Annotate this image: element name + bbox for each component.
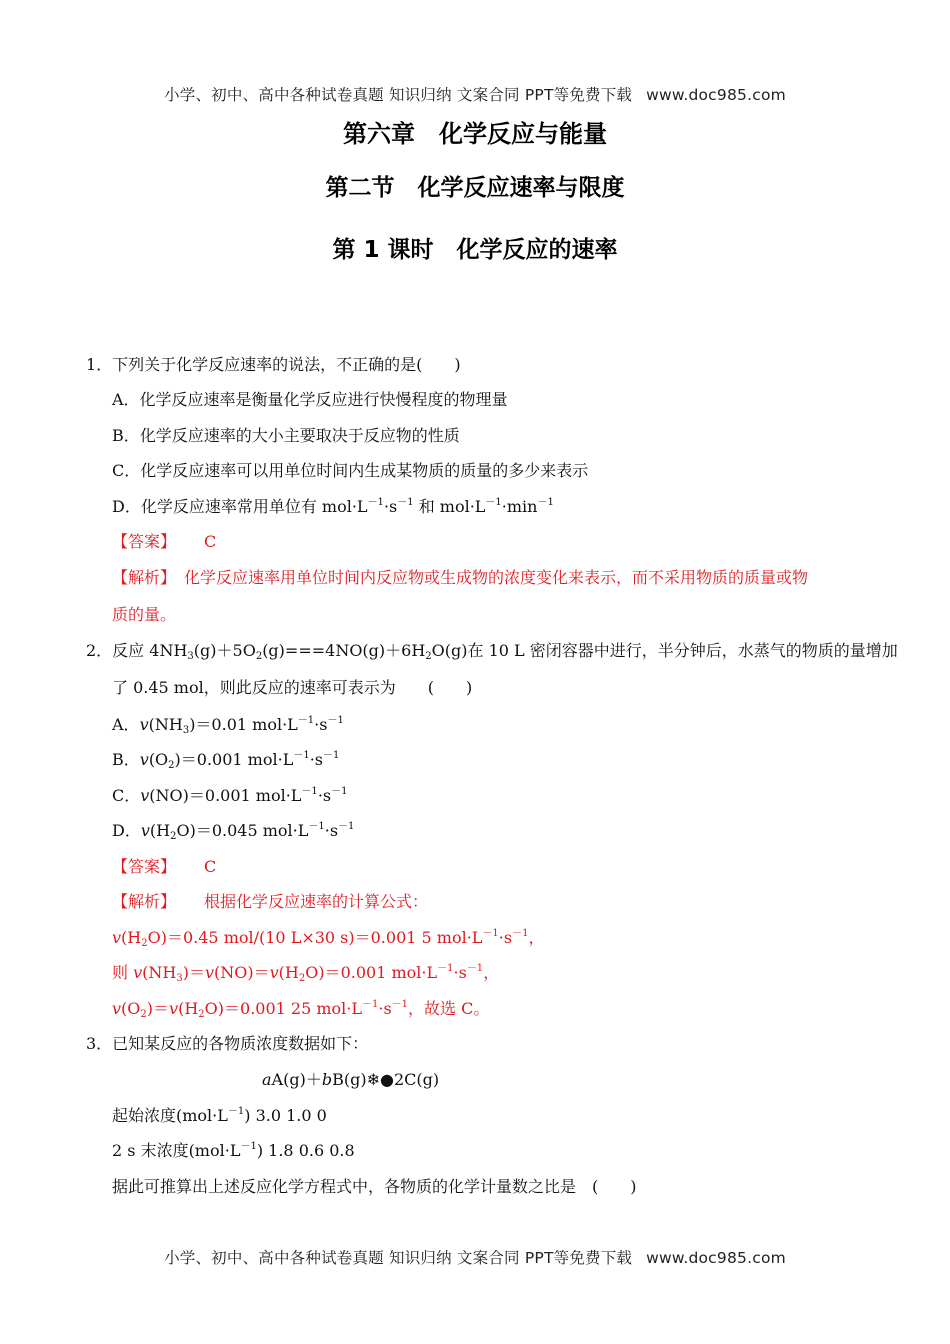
q2-option-c: C．v(NO)＝0.001 $mol\cdot L^{-1}\cdot s^{-1}$ xyxy=(112,786,348,805)
header-url-link[interactable]: www.doc985.com xyxy=(646,86,786,104)
q2-analysis-calc3: $v(O_2)=v(H_2O)=0.001$ 25 $mol\cdot L^{-1}\cdot s^{-1}$，故选 C。 xyxy=(112,999,490,1020)
q1-option-a: A．化学反应速率是衡量化学反应进行快慢程度的物理量 xyxy=(112,390,508,409)
q1-option-c: C．化学反应速率可以用单位时间内生成某物质的质量的多少来表示 xyxy=(112,461,589,480)
q1-answer: 【答案】 C xyxy=(112,532,217,551)
q2-stem-line1: 2．反应 $4NH_3(g)+5O_2(g)===4NO(g)+6H_2O(g)$在 10 L 密闭容器中进行，半分钟后，水蒸气的物质的量增加 xyxy=(86,641,898,662)
q2-stem-line2: 了 0.45 mol，则此反应的速率可表示为 ( ) xyxy=(112,678,473,697)
q2-analysis-intro: 【解析】 根据化学反应速率的计算公式： xyxy=(112,892,429,911)
q2-analysis-calc2: 则 $v(NH_3)=v(NO)=v(H_2O)=0.001$ $mol\cdot L^{-1}\cdot s^{-1}$， xyxy=(112,963,500,984)
footer-banner xyxy=(0,1246,950,1268)
q1-analysis-line2: 质的量。 xyxy=(112,605,177,624)
q2-option-d: D．$v(H_2O)=0.045$ $mol\cdot L^{-1}\cdot s^{-1}$ xyxy=(112,821,355,842)
q3-stem: 3．已知某反应的各物质浓度数据如下： xyxy=(86,1034,369,1053)
q2-analysis-calc1: $v(H_2O)=0.45$ mol/(10 L×30 s)＝0.001 5 $mol\cdot L^{-1}\cdot s^{-1}$， xyxy=(112,928,545,949)
q3-row-2s: 2 s 末浓度$(mol\cdot L^{-1})$ 1.8 0.6 0.8 xyxy=(112,1141,355,1160)
q3-question: 据此可推算出上述反应化学方程式中，各物质的化学计量数之比是 ( ) xyxy=(112,1177,637,1196)
section-title: 第二节 化学反应速率与限度 xyxy=(325,175,625,201)
q2-option-a: A．$v(NH_3)=0.01$ $mol\cdot L^{-1}\cdot s^{-1}$ xyxy=(112,715,344,736)
footer-banner-text: 小学、初中、高中各种试卷真题 知识归纳 文案合同 PPT等免费下载 xyxy=(164,1249,633,1267)
q1-analysis-line1: 【解析】 化学反应速率用单位时间内反应物或生成物的浓度变化来表示，而不采用物质的质量或物 xyxy=(112,568,809,587)
lesson-title: 第 1 课时 化学反应的速率 xyxy=(332,237,618,263)
q2-option-b: B．$v(O_2)=0.001$ $mol\cdot L^{-1}\cdot s^{-1}$ xyxy=(112,750,340,771)
header-banner xyxy=(0,83,950,105)
chapter-title: 第六章 化学反应与能量 xyxy=(343,120,607,148)
q3-equation: aA(g)＋bB(g)❄●2C(g) xyxy=(262,1070,440,1089)
q1-option-d: D．化学反应速率常用单位有 $mol\cdot L^{-1}\cdot s^{-1}$ 和 $mol\cdot L^{-1}\cdot\min^{-1}$ xyxy=(112,497,554,516)
q1-option-b: B．化学反应速率的大小主要取决于反应物的性质 xyxy=(112,426,460,445)
footer-url-link[interactable]: www.doc985.com xyxy=(646,1249,786,1267)
header-banner-text: 小学、初中、高中各种试卷真题 知识归纳 文案合同 PPT等免费下载 xyxy=(164,86,633,104)
q1-stem: 1．下列关于化学反应速率的说法，不正确的是( ) xyxy=(86,355,461,374)
q2-answer: 【答案】 C xyxy=(112,857,217,876)
q3-row-start: 起始浓度$(mol\cdot L^{-1})$ 3.0 1.0 0 xyxy=(112,1106,327,1125)
